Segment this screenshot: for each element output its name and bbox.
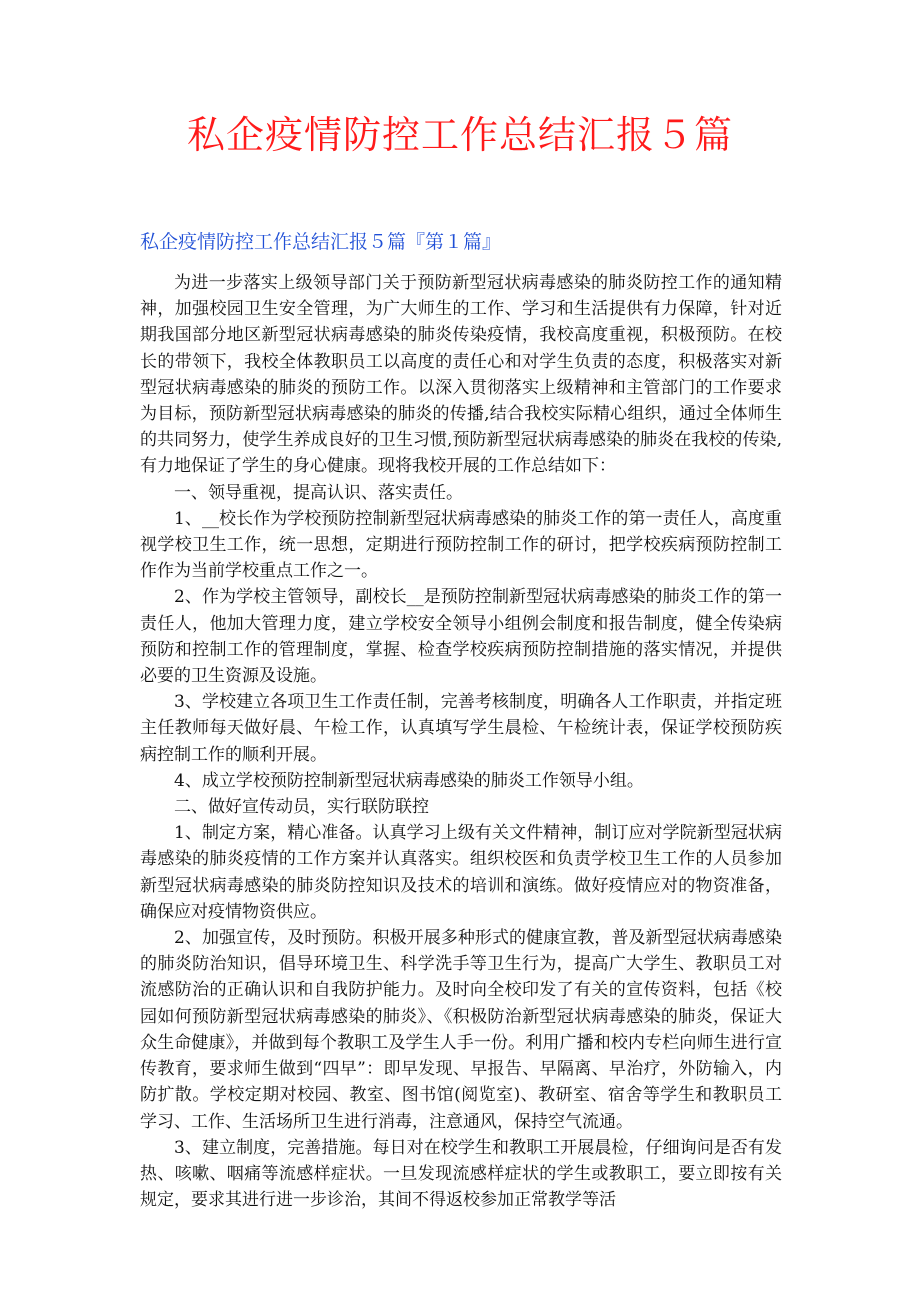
paragraph-intro: 为进一步落实上级领导部门关于预防新型冠状病毒感染的肺炎防控工作的通知精神，加强校园卫生安全管理，为广大师生的工作、学习和生活提供有力保障，针对近期我国部分地区新型冠状病毒感染的肺炎传染疫情，我校高度重视，积极预防。在校长的带领下，我校全体教职员工以高度的责任心和对学生负责的态度，积极落实对新型冠状病毒感染的肺炎的预防工作。以深入贯彻落实上级精神和主管部门的工作要求为目标，预防新型冠状病毒感染的肺炎的传播,结合我校实际精心组织，通过全体师生的共同努力，使学生养成良好的卫生习惯,预防新型冠状病毒感染的肺炎在我校的传染,有力地保证了学生的身心健康。现将我校开展的工作总结如下： bbox=[140, 273, 782, 477]
paragraph-item-1-3: 3、学校建立各项卫生工作责任制，完善考核制度，明确各人工作职责，并指定班主任教师每天做好晨、午检工作，认真填写学生晨检、午检统计表，保证学校预防疾病控制工作的顺利开展。 bbox=[140, 692, 782, 765]
paragraph-heading-1: 一、领导重视，提高认识、落实责任。 bbox=[174, 482, 463, 503]
paragraph-item-2-3: 3、建立制度，完善措施。每日对在校学生和教职工开展晨检，仔细询问是否有发热、咳嗽、咽痛等流感样症状。一旦发现流感样症状的学生或教职工，要立即按有关规定，要求其进行进一步诊治，其间不得返校参加正常教学等活 bbox=[140, 1137, 782, 1211]
paragraph-heading-2: 二、做好宣传动员，实行联防联控 bbox=[174, 797, 429, 818]
section-heading: 私企疫情防控工作总结汇报５篇『第１篇』 bbox=[140, 231, 502, 253]
paragraph-item-1-4: 4、成立学校预防控制新型冠状病毒感染的肺炎工作领导小组。 bbox=[174, 770, 644, 791]
document-body bbox=[140, 270, 782, 1213]
paragraph-item-1-1: 1、__校长作为学校预防控制新型冠状病毒感染的肺炎工作的第一责任人，高度重视学校卫生工作，统一思想，定期进行预防控制工作的研讨，把学校疾病预防控制工作作为当前学校重点工作之一。 bbox=[140, 508, 782, 582]
paragraph-item-2-1: 1、制定方案，精心准备。认真学习上级有关文件精神，制订应对学院新型冠状病毒感染的肺炎疫情的工作方案并认真落实。组织校医和负责学校卫生工作的人员参加新型冠状病毒感染的肺炎防控知识及技术的培训和演练。做好疫情应对的物资准备，确保应对疫情物资供应。 bbox=[140, 823, 782, 922]
document-title: 私企疫情防控工作总结汇报５篇 bbox=[186, 113, 733, 157]
paragraph-item-2-2: 2、加强宣传，及时预防。积极开展多种形式的健康宣教，普及新型冠状病毒感染的肺炎防治知识，倡导环境卫生、科学洗手等卫生行为，提高广大学生、教职员工对流感防治的正确认识和自我防护能力。及时向全校印发了有关的宣传资料，包括《校园如何预防新型冠状病毒感染的肺炎》、《积极防治新型冠状病毒感染的肺炎，保证大众生命健康》，并做到每个教职工及学生人手一份。利用广播和校内专栏向师生进行宣传教育，要求师生做到“四早”：即早发现、早报告、早隔离、早治疗，外防输入，内防扩散。学校定期对校园、教室、图书馆(阅览室)、教研室、宿舍等学生和教职员工学习、工作、生活场所卫生进行消毒，注意通风，保持空气流通。 bbox=[140, 928, 782, 1132]
paragraph-item-1-2: 2、作为学校主管领导，副校长__是预防控制新型冠状病毒感染的肺炎工作的第一责任人，他加大管理力度，建立学校安全领导小组例会制度和报告制度，健全传染病预防和控制工作的管理制度，掌握、检查学校疾病预防控制措施的落实情况，并提供必要的卫生资源及设施。 bbox=[140, 587, 782, 687]
